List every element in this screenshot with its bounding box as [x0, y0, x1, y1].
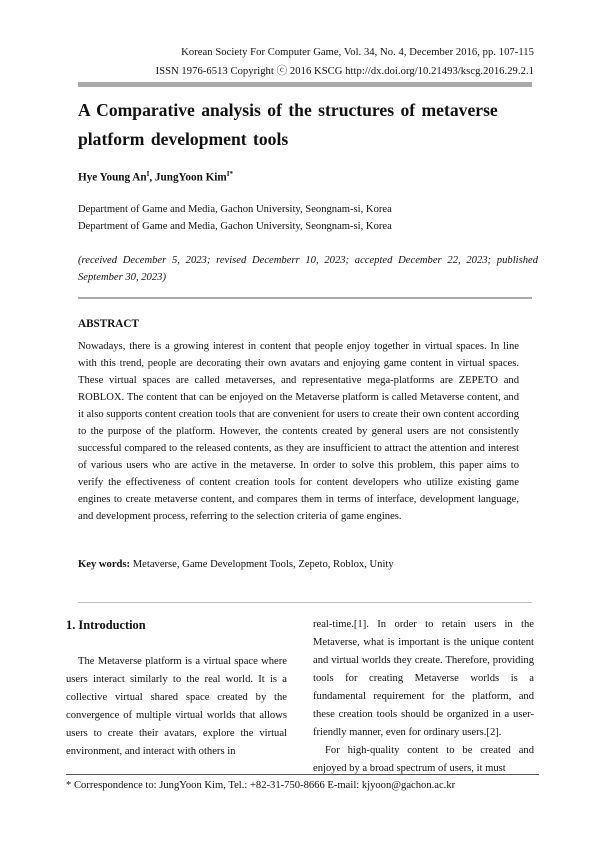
- abstract-divider: [78, 297, 532, 299]
- abstract-heading: ABSTRACT: [78, 318, 139, 330]
- correspondence-footnote: * Correspondence to: JungYoon Kim, Tel.: +82-31-750-8666 E-mail: kjyoon@gachon.ac.kr: [66, 780, 456, 791]
- keywords: [78, 559, 394, 570]
- author-affiliation-mark: I: [146, 170, 150, 178]
- journal-citation: Korean Society For Computer Game, Vol. 34, No. 4, December 2016, pp. 107-115: [181, 47, 534, 58]
- body-column-right: [313, 616, 534, 778]
- affiliation: Department of Game and Media, Gachon University, Seongnam-si, Korea: [78, 204, 392, 215]
- footnote-rule: [66, 774, 539, 775]
- abstract-text: Nowadays, there is a growing interest in content that people enjoy together in virtual spaces. In line with this trend, people are decorating their own avatars and enjoying game content in virtual spaces. These virtual spaces are called metaverses, and representative mega-platforms are ZEPETO and ROBLOX. The content that can be enjoyed on the Metaverse platform is called Metaverse content, and it also supports content creation tools that are convenient for users to create their own content according to the purpose of the platform. However, the contents created by general users are not consistently successful compared to the released contents, as they are insufficient to attract the attention and interest of various users who are active in the metaverse. In order to solve this problem, this paper aims to verify the effectiveness of content creation tools for content developers who utilize existing game engines to create metaverse content, and compares them in terms of interface, development language, and development process, referring to the selection criteria of game engines.: [78, 341, 519, 522]
- body-paragraph: real-time.[1]. In order to retain users in the Metaverse, what is important is the unique content and virtual worlds they create. Therefore, providing tools for creating Metaverse worlds is a fundamental requirement for the platform, and these creation tools should be organized in a user-friendly manner, even for ordinary users.[2].: [313, 619, 534, 738]
- keywords-list: Metaverse, Game Development Tools, Zepeto, Roblox, Unity: [132, 559, 394, 570]
- header-rule: [78, 82, 532, 87]
- affiliation: Department of Game and Media, Gachon University, Seongnam-si, Korea: [78, 221, 392, 232]
- keywords-label: Key words:: [78, 559, 131, 570]
- submission-dates: (received December 5, 2023; revised Decemberr 10, 2023; accepted December 22, 2023; published September 30, 2023): [78, 255, 538, 283]
- body-column-left: The Metaverse platform is a virtual space where users interact similarly to the real world. It is a collective virtual shared space created by the convergence of multiple virtual worlds that allows users to create their avatars, explore the virtual environment, and interact with others in: [66, 656, 287, 757]
- author-separator: ,: [149, 171, 153, 184]
- author-name: JungYoon Kim: [154, 171, 227, 184]
- author-list: [78, 170, 233, 184]
- body-paragraph: For high-quality content to be created and enjoyed by a broad spectrum of users, it must: [313, 745, 534, 774]
- section-heading-introduction: 1. Introduction: [66, 618, 146, 632]
- section-divider: [78, 602, 532, 603]
- paper-title: A Comparative analysis of the structures of metaverse platform development tools: [78, 100, 498, 149]
- issn-copyright-line: ISSN 1976-6513 Copyright ⓒ 2016 KSCG http://dx.doi.org/10.21493/kscg.2016.29.2.1: [155, 66, 534, 77]
- author-affiliation-mark: I*: [226, 170, 233, 178]
- author-name: Hye Young An: [78, 171, 147, 184]
